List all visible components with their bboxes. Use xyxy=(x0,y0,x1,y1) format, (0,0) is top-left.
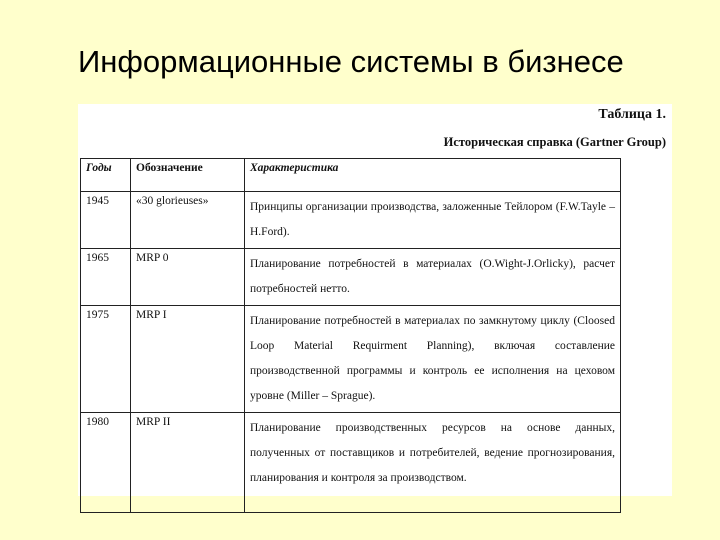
cell-designation: MRP II xyxy=(131,413,245,513)
table-caption: Таблица 1. xyxy=(598,107,666,122)
cell-description: Принципы организации производства, заложенные Тейлором (F.W.Tayle – H.Ford). xyxy=(245,192,621,249)
header-years: Годы xyxy=(81,159,131,192)
cell-designation: MRP 0 xyxy=(131,249,245,306)
cell-year: 1975 xyxy=(81,306,131,413)
cell-description: Планирование производственных ресурсов на основе данных, полученных от поставщиков и потребителей, ведение прогнозирования, планирования и контроля за производством. xyxy=(245,413,621,513)
history-table xyxy=(80,158,621,513)
scanned-table-image xyxy=(78,104,672,496)
header-characteristic: Характеристика xyxy=(245,159,621,192)
cell-description: Планирование потребностей в материалах (O.Wight-J.Orlicky), расчет потребностей нетто. xyxy=(245,249,621,306)
table-row xyxy=(81,413,621,513)
cell-description: Планирование потребностей в материалах по замкнутому циклу (Cloosed Loop Material Requirment Planning), включая составление производственной программы и контроль ее исполнения на цеховом уровне (Miller – Sprague). xyxy=(245,306,621,413)
cell-designation: MRP I xyxy=(131,306,245,413)
header-designation: Обозначение xyxy=(131,159,245,192)
cell-year: 1965 xyxy=(81,249,131,306)
table-header-row xyxy=(81,159,621,192)
table-row xyxy=(81,249,621,306)
table-row xyxy=(81,192,621,249)
table-row xyxy=(81,306,621,413)
cell-year: 1945 xyxy=(81,192,131,249)
table-subtitle: Историческая справка (Gartner Group) xyxy=(443,135,666,149)
cell-year: 1980 xyxy=(81,413,131,513)
cell-designation: «30 glorieuses» xyxy=(131,192,245,249)
slide-title: Информационные системы в бизнесе xyxy=(78,44,624,79)
